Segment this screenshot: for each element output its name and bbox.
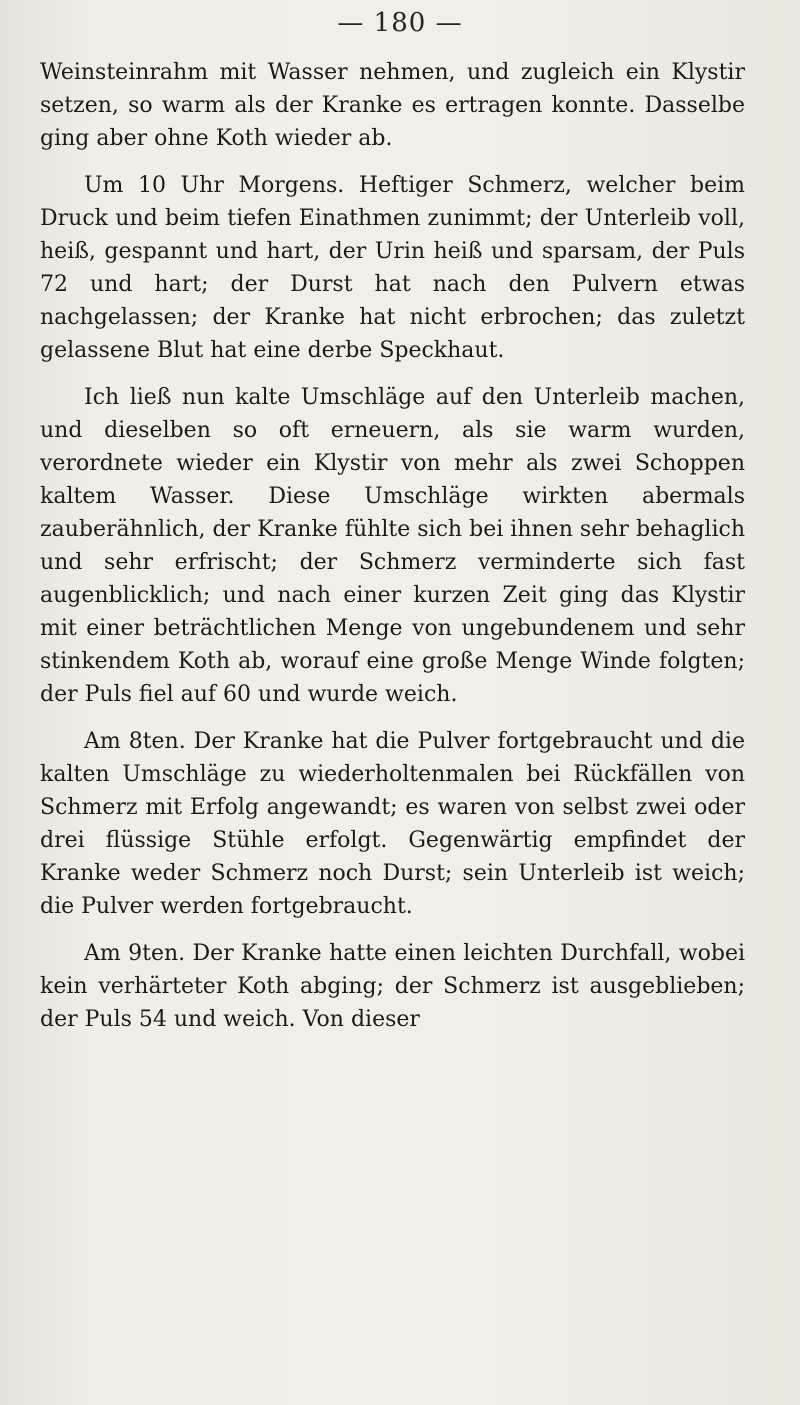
paragraph-5: Am 9ten. Der Kranke hatte einen leichten Durchfall, wobei kein verhärteter Koth abging; der Schmerz ist ausgeblieben; der Puls 54 und weich. Von dieser (40, 941, 745, 1032)
body-text (40, 56, 745, 1050)
paragraph-2: Um 10 Uhr Morgens. Heftiger Schmerz, welcher beim Druck und beim tiefen Einathmen zunimmt; der Unterleib voll, heiß, gespannt und hart, der Urin heiß und sparsam, der Puls 72 und hart; der Durst hat nach den Pulvern etwas nachgelassen; der Kranke hat nicht erbrochen; das zuletzt gelassene Blut hat eine derbe Speckhaut. (40, 173, 745, 363)
paragraph-4: Am 8ten. Der Kranke hat die Pulver fortgebraucht und die kalten Umschläge zu wiederholtenmalen bei Rückfällen von Schmerz mit Erfolg angewandt; es waren von selbst zwei oder drei flüssige Stühle erfolgt. Gegenwärtig empfindet der Kranke weder Schmerz noch Durst; sein Unterleib ist weich; die Pulver werden fortgebraucht. (40, 729, 745, 919)
page-number: — 180 — (337, 8, 463, 38)
paragraph-1: Weinsteinrahm mit Wasser nehmen, und zugleich ein Klystir setzen, so warm als der Kranke es ertragen konnte. Dasselbe ging aber ohne Koth wieder ab. (40, 60, 745, 151)
paragraph-3: Ich ließ nun kalte Umschläge auf den Unterleib machen, und dieselben so oft erneuern, als sie warm wurden, verordnete wieder ein Klystir von mehr als zwei Schoppen kaltem Wasser. Diese Umschläge wirkten abermals zauberähnlich, der Kranke fühlte sich bei ihnen sehr behaglich und sehr erfrischt; der Schmerz verminderte sich fast augenblicklich; und nach einer kurzen Zeit ging das Klystir mit einer beträchtlichen Menge von ungebundenem und sehr stinkendem Koth ab, worauf eine große Menge Winde folgten; der Puls fiel auf 60 und wurde weich. (40, 385, 745, 707)
